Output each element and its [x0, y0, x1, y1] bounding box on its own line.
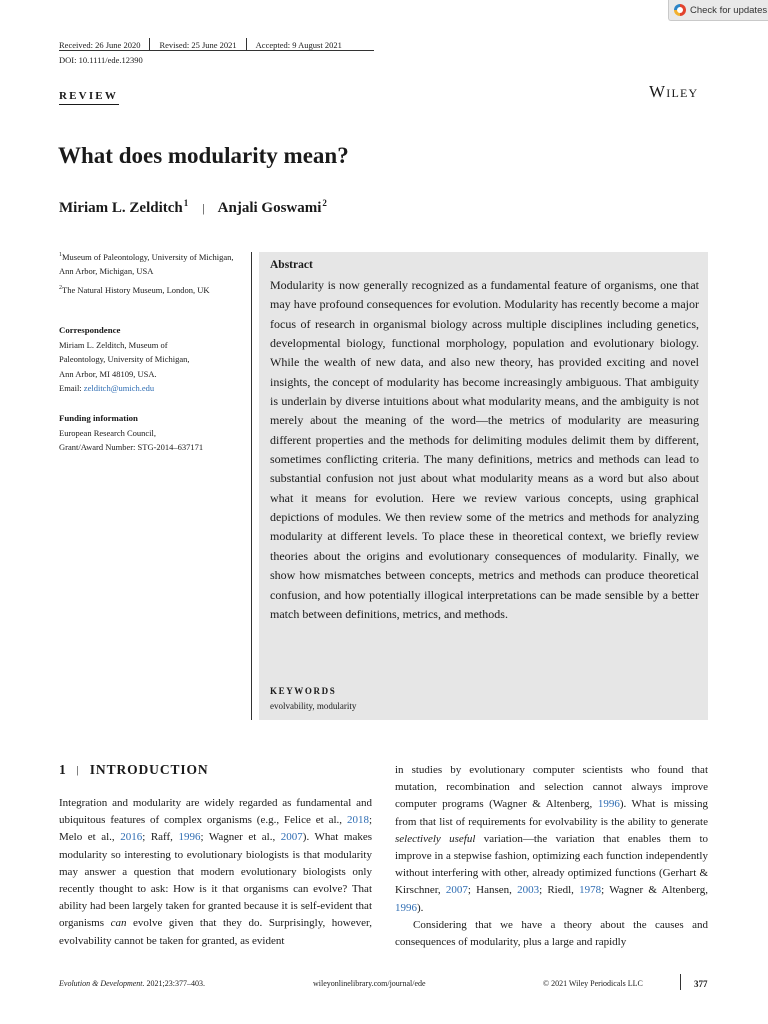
section-separator: | — [76, 764, 80, 776]
section-label: REVIEW — [59, 90, 119, 102]
author-name[interactable]: Miriam L. Zelditch$^1$ — [59, 198, 189, 216]
citation-link[interactable]: 2003 — [517, 884, 540, 897]
correspondence-line: Paleontology, University of Michigan, — [59, 354, 190, 364]
author-list — [59, 198, 327, 217]
journal-url[interactable]: wileyonlinelibrary.com/journal/ede — [313, 979, 426, 988]
author-name[interactable]: Anjali Goswami$^2$ — [217, 198, 327, 216]
citation-link[interactable]: 2007 — [280, 831, 303, 844]
check-for-updates-label: Check for updates — [690, 4, 768, 16]
correspondence-line: Ann Arbor, MI 48109, USA. — [59, 368, 157, 379]
crossmark-icon — [674, 4, 686, 16]
paragraph: Considering that we have a theory about the causes and consequences of modularity, plus a large and rapidly — [395, 918, 708, 949]
citation-link[interactable]: 2007 — [445, 884, 468, 897]
paragraph: in studies by evolutionary computer scientists who found that mutation, recombination and selection cannot always improve computer programs (Wagner & Altenberg, 1996). What is missing from that list of requirements for evolvability is the ability to generate selectively useful variation—the variation that enables them to improve in a stepwise fashion, optimizing each function independently without interfering with other, already optimized functions (Gerhart & Kirschner, 2007; Hansen, 2003; Riedl, 1978; Wagner & Altenberg, 1996). — [395, 764, 709, 914]
funding — [59, 411, 244, 455]
author-separator: | — [202, 201, 205, 215]
section-label-rule — [59, 104, 119, 105]
body-column-right — [395, 762, 708, 951]
footer-divider — [680, 974, 681, 990]
affiliations — [59, 248, 244, 297]
body-column-left: Integration and modularity are widely regarded as fundamental and ubiquitous features of complex organisms (e.g., Felice et al., 2018; Melo et al., 2016; Raff, 1996; Wagner et al., 2007). What makes modularity so interesting to evolutionary biologists is that modularity may answer a question that modern evolutionary biologists only recently thought to ask: How is it that organisms can evolve? That ability had been largely taken for granted because it is self-evident that organisms can evolve given that they do. Surprisingly, however, evolvability cannot be taken for granted, as evident — [59, 797, 372, 947]
revised-date: Revised: 25 June 2021 — [159, 39, 237, 50]
correspondence-line: Miriam L. Zelditch, Museum of — [59, 339, 168, 350]
affiliation-1: $^1$Museum of Paleontology, University of Michigan, Ann Arbor, Michigan, USA — [59, 251, 234, 277]
accepted-date: Accepted: 9 August 2021 — [255, 39, 342, 50]
citation-link[interactable]: 2016 — [120, 831, 143, 844]
affiliation-2: $^2$The Natural History Museum, London, UK — [59, 284, 210, 295]
funding-line: European Research Council, — [59, 427, 157, 438]
publisher-logo: Wiley — [649, 82, 699, 101]
citation-link[interactable]: 1996 — [597, 798, 620, 811]
journal-citation: Evolution & Development. 2021;23:377–403. — [59, 979, 205, 988]
citation-link[interactable]: 1978 — [579, 884, 602, 897]
received-date: Received: 26 June 2020 — [59, 39, 141, 50]
sidebar-rule — [251, 252, 252, 720]
email-link[interactable]: zelditch@umich.edu — [83, 383, 155, 393]
funding-heading: Funding information — [59, 413, 138, 423]
correspondence-heading: Correspondence — [59, 325, 121, 335]
email-line: Email: zelditch@umich.edu — [59, 383, 155, 393]
section-number: 1 — [59, 762, 67, 777]
keywords: evolvability, modularity — [270, 701, 357, 711]
citation-link[interactable]: 1996 — [395, 901, 417, 914]
abstract-heading: Abstract — [270, 259, 313, 271]
page-number: 377 — [694, 979, 708, 989]
citation-link[interactable]: 2018 — [346, 814, 369, 827]
keywords-heading: KEYWORDS — [270, 686, 337, 696]
funding-line: Grant/Award Number: STG-2014–637171 — [59, 442, 204, 452]
citation-link[interactable]: 1996 — [178, 831, 201, 844]
abstract-text: Modularity is now generally recognized as a fundamental feature of organisms, one that may have profound consequences for evolution. Modularity has recently become a major focus of research in organismal biology across multiple disciplines including genetics, developmental biology, functional morphology, population and evolutionary biology. While the wealth of new data, and also new theory, has provided exciting and novel insights, the concept of modularity has become increasingly ambiguous. That ambiguity is underlain by diverse intuitions about what modularity means, and the ambiguity is not merely about the meaning of the word—the metrics of modularity are measuring different properties and the methods for delimiting modules delimit them by different, sometimes conflicting criteria. The many definitions, metrics and methods can lead to substantial confusion not just about what modularity means as a word but also about what it means for evolution. Here we review various concepts, using graphical depictions of modules. We then review some of the metrics and methods for analyzing modularity at different levels. To place these in theoretical context, we briefly review theories about the origins and evolutionary consequences of modularity. Finally, we show how mismatches between concepts, metrics and methods can produce theoretical confusion, and how potentially illogical interpretations can be made sensible by a better match between definitions, metrics, and methods. — [270, 278, 699, 621]
copyright: © 2021 Wiley Periodicals LLC — [543, 979, 643, 988]
correspondence — [59, 323, 244, 396]
check-for-updates-button[interactable] — [668, 0, 768, 21]
doi[interactable]: DOI: 10.1111/ede.12390 — [59, 55, 143, 65]
section-title: INTRODUCTION — [89, 762, 209, 777]
header-rule — [59, 50, 374, 51]
section-heading — [59, 762, 209, 778]
article-title: What does modularity mean? — [58, 143, 349, 168]
